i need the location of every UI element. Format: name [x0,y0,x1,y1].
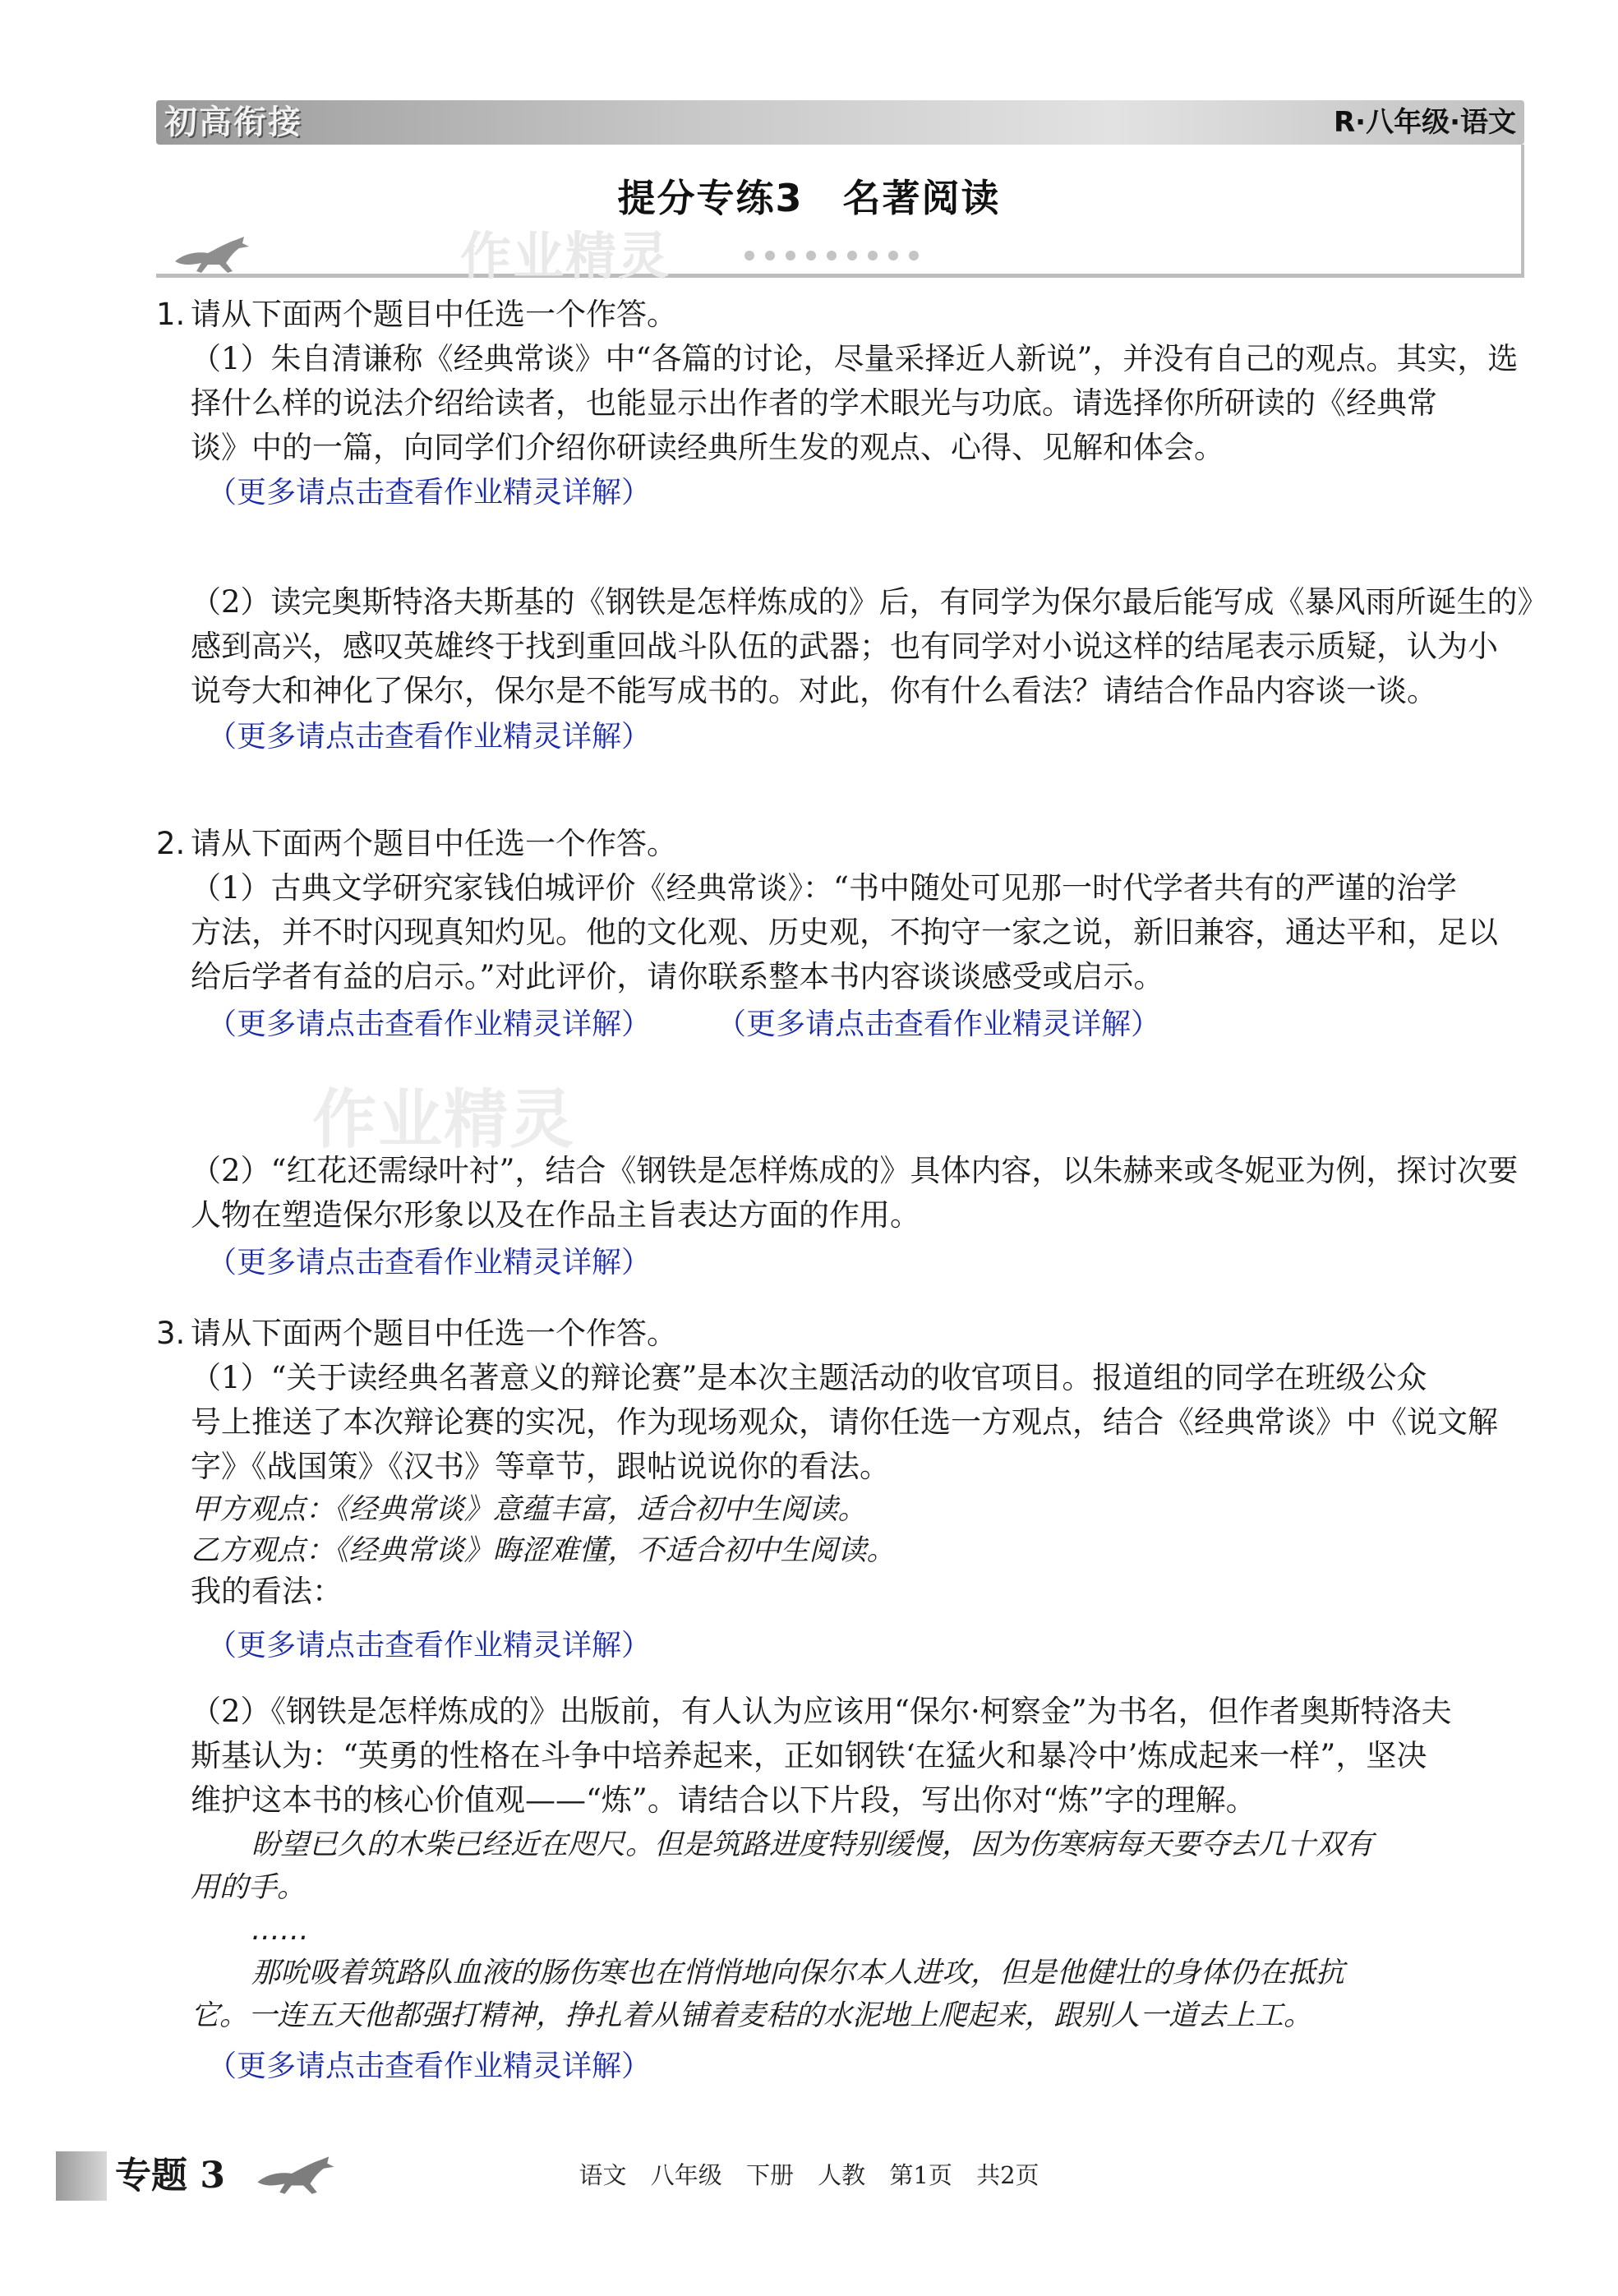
q2-part1-line3: 给后学者有益的启示。”对此评价，请你联系整本书内容谈谈感受或启示。 [191,959,1164,994]
q1-part2-line1: （2）读完奥斯特洛夫斯基的《钢铁是怎样炼成的》后，有同学为保尔最后能写成《暴风雨所诞生的》 [191,584,1548,620]
q1-part1-line3: 谈》中的一篇，向同学们介绍你研读经典所生发的观点、心得、见解和体会。 [191,430,1224,465]
q2-part2-line1: （2）“红花还需绿叶衬”，结合《钢铁是怎样炼成的》具体内容，以朱赫来或冬妮亚为例，探讨次要 [191,1153,1519,1188]
watermark-top: 作业精灵 [460,226,671,286]
q3-part2-line3: 维护这本书的核心价值观——“炼”。请结合以下片段，写出你对“炼”字的理解。 [191,1782,1256,1818]
q2-part1-solution-link[interactable]: （更多请点击查看作业精灵详解） [207,1007,652,1041]
question-3-number: 3. [156,1316,186,1351]
watermark-middle: 作业精灵 [312,1083,576,1157]
q3-side-a-view: 甲方观点：《经典常谈》意蕴丰富，适合初中生阅读。 [191,1493,867,1526]
q3-part2-line1: （2）《钢铁是怎样炼成的》出版前，有人认为应该用“保尔·柯察金”为书名，但作者奥斯特洛夫 [191,1694,1452,1729]
q1-part1-line1: （1）朱自清谦称《经典常谈》中“各篇的讨论，尽量采择近人新说”，并没有自己的观点。其实，选 [191,341,1519,376]
edition-label: R·八年级·语文 [1333,106,1516,139]
q3-excerpt-line2: 用的手。 [191,1871,307,1904]
q3-part2-line2: 斯基认为：“英勇的性格在斗争中培养起来，正如钢铁‘在猛火和暴冷中’炼成起来一样”，坚决 [191,1738,1427,1773]
q3-part1-line3: 字》《战国策》《汉书》等章节，跟帖说说你的看法。 [191,1449,890,1484]
q3-excerpt-line1: 盼望已久的木柴已经近在咫尺。但是筑路进度特别缓慢，因为伤寒病每天要夺去几十双有 [251,1828,1374,1861]
q1-part2-line2: 感到高兴，感叹英雄终于找到重回战斗队伍的武器；也有同学对小说这样的结尾表示质疑，认为小 [191,629,1498,664]
q2-part1-line2: 方法，并不时闪现真知灼见。他的文化观、历史观，不拘守一家之说，新旧兼容，通达平和，足以 [191,915,1498,950]
question-2-prompt: 请从下面两个题目中任选一个作答。 [191,826,677,861]
q3-part1-line2: 号上推送了本次辩论赛的实况，作为现场观众，请你任选一方观点，结合《经典常谈》中《说文解 [191,1404,1498,1440]
question-2-number: 2. [156,826,186,861]
footer-page: 第1页 [889,2161,952,2189]
q1-part2-line3: 说夸大和神化了保尔，保尔是不能写成书的。对此，你有什么看法？请结合作品内容谈一谈。 [191,673,1437,708]
q3-excerpt-line3: 那吮吸着筑路队血液的肠伤寒也在悄悄地向保尔本人进攻，但是他健壮的身体仍在抵抗 [251,1957,1345,1989]
footer-volume: 下册 [745,2161,794,2189]
footer-publisher: 人教 [818,2161,866,2189]
q1-part1-solution-link[interactable]: （更多请点击查看作业精灵详解） [207,476,652,509]
header-band [156,100,1524,145]
q3-excerpt-ellipsis: …… [251,1914,309,1947]
question-3-prompt: 请从下面两个题目中任选一个作答。 [191,1316,677,1351]
q3-my-view-label: 我的看法： [191,1574,343,1609]
series-logo: 初高衔接 [164,104,302,141]
q2-part1-line1: （1）古典文学研究家钱伯城评价《经典常谈》：“书中随处可见那一时代学者共有的严谨的治学 [191,870,1457,906]
q3-part2-solution-link[interactable]: （更多请点击查看作业精灵详解） [207,2049,652,2083]
horse-icon [168,228,259,278]
q2-part2-line2: 人物在塑造保尔形象以及在作品主旨表达方面的作用。 [191,1197,920,1233]
footer-topic: 专题 3 [115,2155,225,2197]
q1-part1-line2: 择什么样的说法介绍给读者，也能显示出作者的学术眼光与功底。请选择你所研读的《经典常 [191,385,1437,421]
decorative-dots [744,248,929,264]
footer-total: 共2页 [976,2161,1039,2189]
question-1-prompt: 请从下面两个题目中任选一个作答。 [191,297,677,332]
footer-grade: 八年级 [650,2161,722,2189]
q3-side-b-view: 乙方观点：《经典常谈》晦涩难懂，不适合初中生阅读。 [191,1534,896,1567]
q3-excerpt-line4: 它。一连五天他都强打精神，挣扎着从铺着麦秸的水泥地上爬起来，跟别人一道去上工。 [191,1999,1313,2032]
q3-part1-solution-link[interactable]: （更多请点击查看作业精灵详解） [207,1629,652,1662]
footer-subject: 语文 [579,2161,627,2189]
page-title: 提分专练3 名著阅读 [617,176,1001,220]
q2-part1-solution-link-2[interactable]: （更多请点击查看作业精灵详解） [717,1007,1161,1041]
q3-part1-line1: （1）“关于读经典名著意义的辩论赛”是本次主题活动的收官项目。报道组的同学在班级公众 [191,1360,1427,1395]
footer-info [0,2155,1618,2196]
q1-part2-solution-link[interactable]: （更多请点击查看作业精灵详解） [207,720,652,754]
question-1-number: 1. [156,297,186,332]
q2-part2-solution-link[interactable]: （更多请点击查看作业精灵详解） [207,1246,652,1279]
